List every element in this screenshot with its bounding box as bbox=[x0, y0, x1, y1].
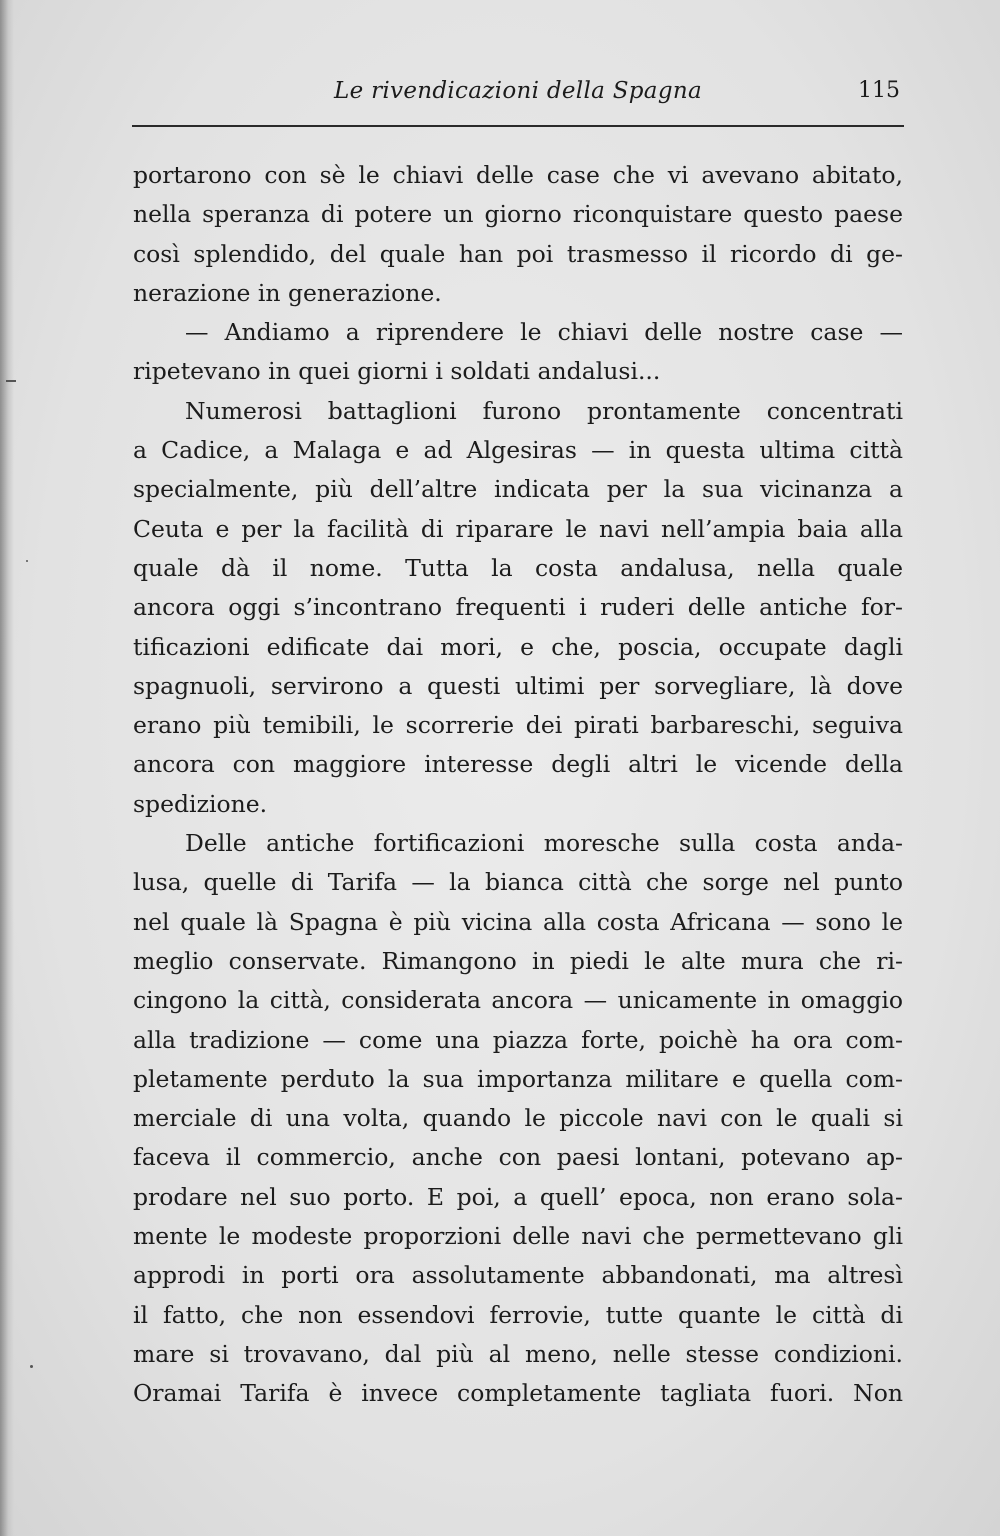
running-title: Le rivendicazioni della Spagna bbox=[334, 78, 702, 104]
text-line: cingono la città, considerata ancora — unicamente in omaggio bbox=[133, 986, 903, 1015]
text-line: ripetevano in quei giorni i soldati andalusi... bbox=[133, 357, 661, 386]
text-line: nella speranza di potere un giorno riconquistare questo paese bbox=[133, 200, 903, 229]
text-line: mare si trovavano, dal più al meno, nelle stesse condizioni. bbox=[133, 1339, 903, 1368]
text-line: alla tradizione — come una piazza forte, poichè ha ora com- bbox=[133, 1025, 903, 1054]
text-line: il fatto, che non essendovi ferrovie, tutte quante le città di bbox=[133, 1300, 903, 1329]
text-line: quale dà il nome. Tutta la costa andalusa, nella quale bbox=[133, 553, 903, 582]
page-number: 115 bbox=[858, 78, 900, 103]
text-line: ancora con maggiore interesse degli altri le vicende della bbox=[133, 750, 903, 779]
text-line: nerazione in generazione. bbox=[133, 278, 442, 307]
paper-speck bbox=[30, 1365, 33, 1368]
text-line: Ceuta e per la facilità di riparare le navi nell’ampia baia alla bbox=[133, 514, 903, 543]
body-text bbox=[133, 156, 903, 1414]
text-line: merciale di una volta, quando le piccole navi con le quali si bbox=[133, 1104, 903, 1133]
text-line: tificazioni edificate dai mori, e che, poscia, occupate dagli bbox=[133, 632, 903, 661]
text-line: specialmente, più dell’altre indicata per la sua vicinanza a bbox=[133, 475, 903, 504]
text-line: ancora oggi s’incontrano frequenti i ruderi delle antiche for- bbox=[133, 593, 903, 622]
paper-speck bbox=[6, 380, 16, 382]
text-line: meglio conservate. Rimangono in piedi le alte mura che ri- bbox=[133, 946, 903, 975]
text-line: Oramai Tarifa è invece completamente tagliata fuori. Non bbox=[133, 1379, 903, 1408]
header-rule bbox=[132, 125, 904, 127]
text-line: — Andiamo a riprendere le chiavi delle nostre case — bbox=[185, 318, 903, 347]
text-line: mente le modeste proporzioni delle navi che permettevano gli bbox=[133, 1222, 903, 1251]
running-header bbox=[132, 78, 904, 114]
text-line: spedizione. bbox=[133, 789, 268, 818]
text-line: Delle antiche fortificazioni moresche sulla costa anda- bbox=[185, 829, 903, 858]
text-line: approdi in porti ora assolutamente abbandonati, ma altresì bbox=[133, 1261, 903, 1290]
text-line: lusa, quelle di Tarifa — la bianca città che sorge nel punto bbox=[133, 868, 903, 897]
text-line: prodare nel suo porto. E poi, a quell’ epoca, non erano sola- bbox=[133, 1182, 903, 1211]
binding-shadow bbox=[0, 0, 14, 1536]
text-line: così splendido, del quale han poi trasmesso il ricordo di ge- bbox=[133, 239, 903, 268]
text-line: erano più temibili, le scorrerie dei pirati barbareschi, seguiva bbox=[133, 711, 903, 740]
paper-speck bbox=[26, 560, 28, 562]
text-line: portarono con sè le chiavi delle case che vi avevano abitato, bbox=[133, 161, 903, 189]
text-line: pletamente perduto la sua importanza militare e quella com- bbox=[133, 1064, 903, 1093]
text-line: spagnuoli, servirono a questi ultimi per sorvegliare, là dove bbox=[133, 671, 903, 700]
text-line: faceva il commercio, anche con paesi lontani, potevano ap- bbox=[133, 1143, 903, 1172]
text-line: nel quale là Spagna è più vicina alla costa Africana — sono le bbox=[133, 907, 903, 936]
text-line: Numerosi battaglioni furono prontamente concentrati bbox=[185, 396, 903, 425]
text-line: a Cadice, a Malaga e ad Algesiras — in questa ultima città bbox=[133, 436, 903, 465]
